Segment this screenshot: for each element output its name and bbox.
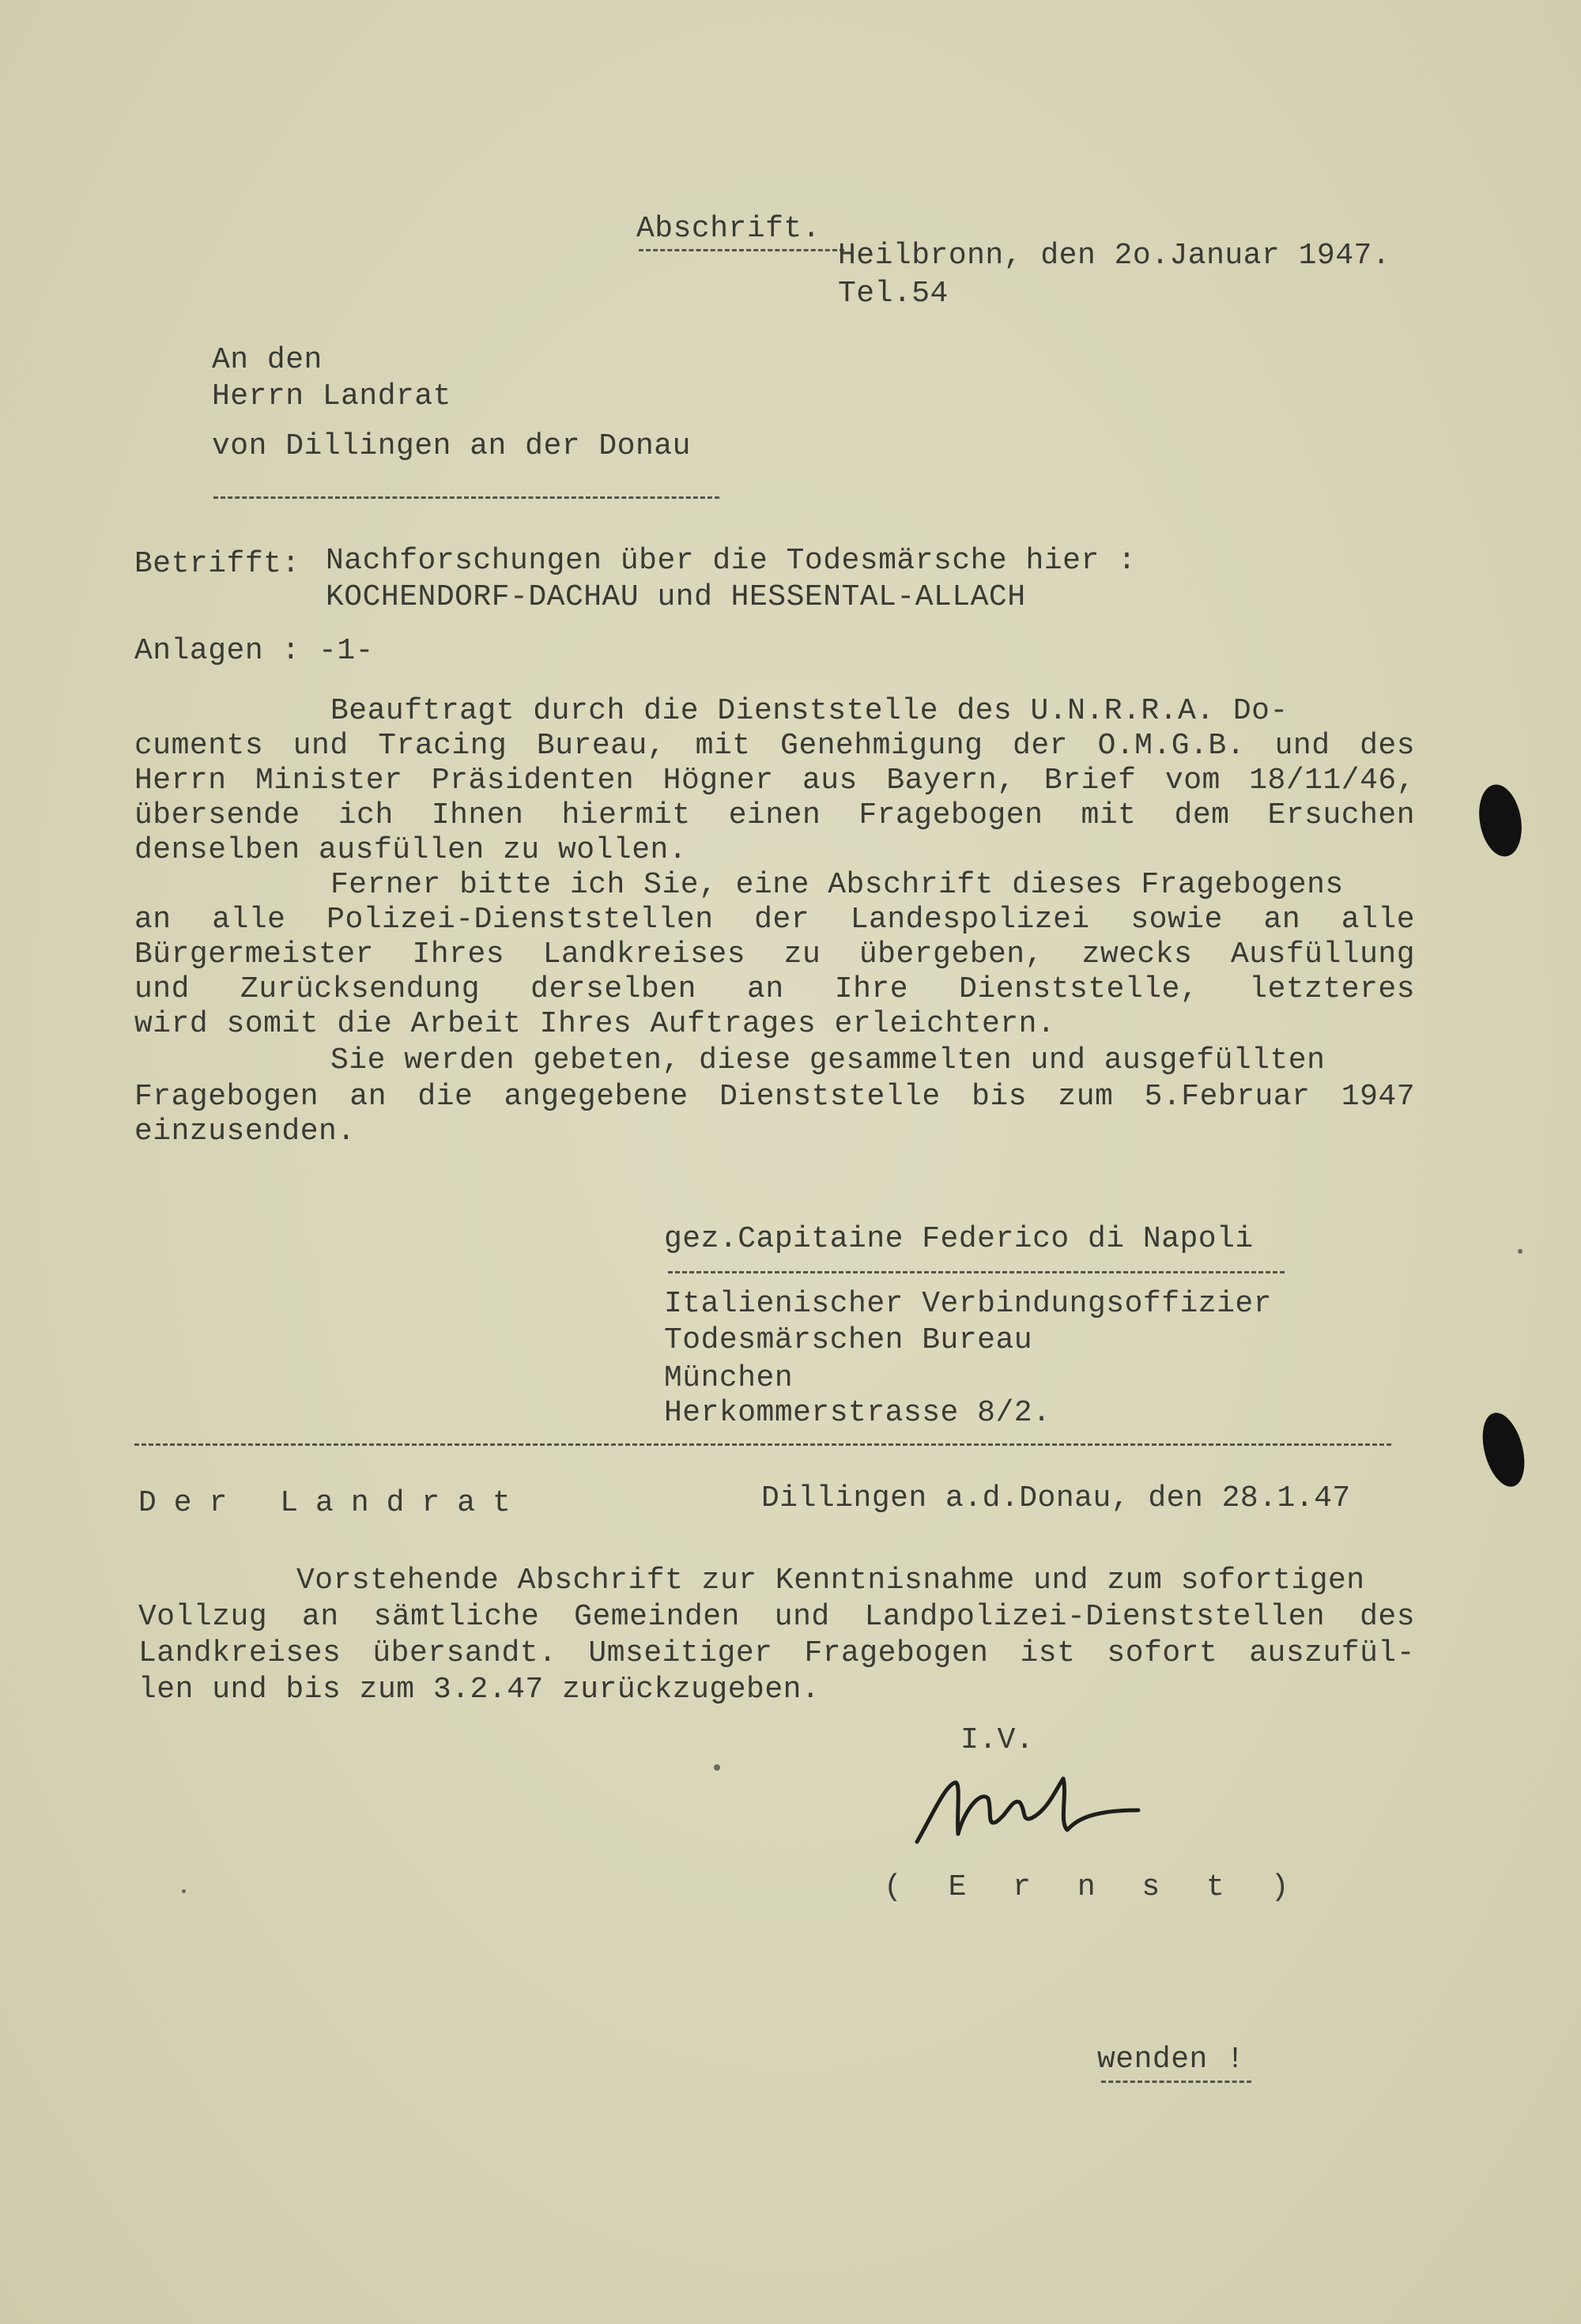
body-p1-line-1: Beauftragt durch die Dienststelle des U.N.R.R.A. Do- (330, 694, 1289, 728)
subject-label: Betrifft: (134, 547, 300, 581)
turn-note-underline (1101, 2081, 1251, 2083)
body-p1-line-3: Herrn Minister Präsidenten Högner aus Bayern, Brief vom 18/11/46, (134, 764, 1415, 798)
body-p3-line-2: Fragebogen an die angegebene Dienststelle bis zum 5.Februar 1947 (134, 1080, 1415, 1114)
sender-city: München (664, 1361, 794, 1395)
subject-line-1: Nachforschungen über die Todesmärsche hier : (326, 544, 1137, 578)
paper-speck (1518, 1249, 1523, 1254)
forwarding-place-date: Dillingen a.d.Donau, den 28.1.47 (761, 1481, 1351, 1515)
signatory-name: ( E r n s t ) (884, 1870, 1304, 1904)
turn-page-note: wenden ! (1097, 2043, 1245, 2077)
sender-underline (668, 1271, 1285, 1273)
forwarding-line-4: len und bis zum 3.2.47 zurückzugeben. (138, 1673, 821, 1707)
body-p3-line-3: einzusenden. (134, 1115, 356, 1149)
body-p2-line-2: an alle Polizei-Dienststellen der Landespolizei sowie an alle (134, 903, 1415, 937)
body-p3-line-1: Sie werden gebeten, diese gesammelten und ausgefüllten (330, 1043, 1326, 1077)
section-separator (134, 1443, 1391, 1446)
forwarding-line-3: Landkreises übersandt. Umseitiger Fragebogen ist sofort auszufül- (138, 1636, 1415, 1670)
title-underline (639, 249, 844, 251)
body-p1-line-2: cuments und Tracing Bureau, mit Genehmigung der O.M.G.B. und des (134, 729, 1415, 763)
document-title: Abschrift. (636, 212, 821, 246)
sender-office: Todesmärschen Bureau (664, 1323, 1033, 1357)
paper-speck (182, 1889, 186, 1893)
ink-blot (1475, 1408, 1531, 1491)
place-date: Heilbronn, den 2o.Januar 1947. (838, 239, 1391, 273)
subject-line-2: KOCHENDORF-DACHAU und HESSENTAL-ALLACH (326, 580, 1026, 614)
body-p1-line-5: denselben ausfüllen zu wollen. (134, 833, 688, 867)
body-p2-line-4: und Zurücksendung derselben an Ihre Dienststelle, letzteres (134, 972, 1415, 1006)
sender-signed: gez.Capitaine Federico di Napoli (664, 1222, 1254, 1256)
body-p1-line-4: übersende ich Ihnen hiermit einen Fragebogen mit dem Ersuchen (134, 798, 1415, 832)
forwarding-iv: I.V. (960, 1723, 1035, 1757)
recipient-line-3: von Dillingen an der Donau (212, 429, 691, 463)
handwritten-signature (909, 1767, 1146, 1862)
paper-speck (714, 1764, 720, 1771)
recipient-underline (213, 496, 719, 499)
forwarding-line-2: Vollzug an sämtliche Gemeinden und Landpolizei-Dienststellen des (138, 1600, 1415, 1634)
forwarding-authority: Der Landrat (138, 1486, 528, 1520)
forwarding-line-1: Vorstehende Abschrift zur Kenntnisnahme und zum sofortigen (296, 1564, 1365, 1598)
body-p2-line-3: Bürgermeister Ihres Landkreises zu übergeben, zwecks Ausfüllung (134, 938, 1415, 971)
attachments: Anlagen : -1- (134, 634, 374, 668)
recipient-line-1: An den (212, 343, 323, 377)
sender-role: Italienischer Verbindungsoffizier (664, 1287, 1273, 1321)
telephone: Tel.54 (838, 277, 949, 311)
body-p2-line-1: Ferner bitte ich Sie, eine Abschrift dieses Fragebogens (330, 868, 1344, 902)
ink-blot (1473, 781, 1526, 860)
recipient-line-2: Herrn Landrat (212, 379, 451, 413)
sender-street: Herkommerstrasse 8/2. (664, 1396, 1051, 1430)
body-p2-line-5: wird somit die Arbeit Ihres Auftrages erleichtern. (134, 1007, 1056, 1041)
